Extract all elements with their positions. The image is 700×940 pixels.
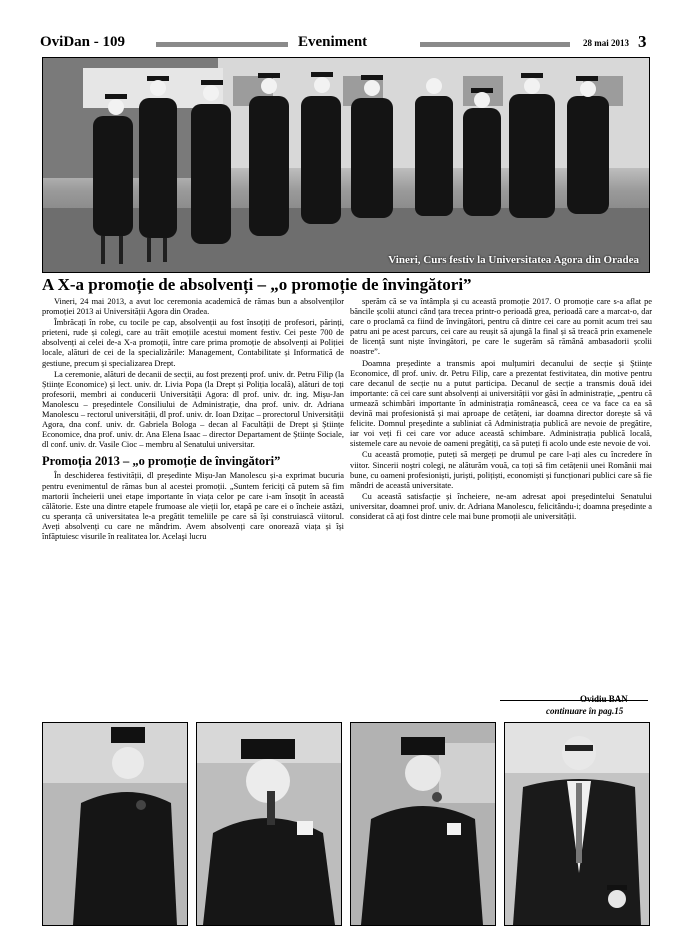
main-photo <box>42 57 650 273</box>
paragraph: Cu această satisfacție și încheiere, ne-am adresat apoi președintelui Senatului universitar, doamnei prof. univ. dr. Adriana Manolescu, felicitându-i; doamna președinte a considerat că ați fost dintre cele mai bune promoții ale universității. <box>350 491 652 521</box>
header-bar-right <box>420 42 570 47</box>
photo-caption: Vineri, Curs festiv la Universitatea Agora din Oradea <box>388 254 639 266</box>
author-name: Ovidiu BAN <box>580 694 628 704</box>
speaker-photo-1 <box>42 722 188 926</box>
continued-note: continuare în pag.15 <box>546 706 624 716</box>
issue-date: 28 mai 2013 <box>583 38 629 48</box>
paragraph: Doamna președinte a transmis apoi mulțumiri decanului de secție și Științe Economice, dl prof. univ. dr. Petru Filip, care a prezentat festivitatea, din motive pentru care decanul de secție nu a putut participa. Decanul de secție a transmis două idei importante: că cei care sunt absolvenți ai universității vor găsi în administrație, „pentru că urmează schimbări importante în administrația românească, ceea ce va face ca ea să devină mai profesionistă și mai aproape de cetățeni, iar doamna director dorește să vă felicite. Domnul președinte a subliniat că Administrația publică are nevoie de pregătire, iar voi veți fi cei care vor aduce această schimbare. Administrația publică locală, sistemele care au nevoie de oameni pregătiți, ca să puteți fi acolo unde este nevoie de voi. <box>350 358 652 449</box>
speaker-photo-4 <box>504 722 650 926</box>
article-headline: A X-a promoție de absolvenți – „o promoție de învingători” <box>42 275 472 294</box>
paragraph: sperăm că se va întâmpla și cu această promoție 2017. O promoție care s-a aflat pe băncile școlii atunci când țara trecea printr-o perioadă grea, perioadă care a marcat-o, dar care o proclamă ca fiind de învingători, pentru că dintre cei care au pornit acum trei sau patru ani pe acest parcurs, cei care au reușit să ajungă la final și să treacă prin examenele de licență sunt niște învingători, pe care le sugerăm să rămână ambasadorii școlii noastre”. <box>350 297 652 357</box>
paragraph: În deschiderea festivității, dl președinte Mișu-Jan Manolescu și-a exprimat bucuria pentru evenimentul de rămas bun al acestei promoții. „Suntem fericiți că putem să fim martorii încheierii unei etape importante în viața celor pe care i-am însoțit în această călătorie. Este una dintre etapele frumoase ale vieții lor, etapă pe care ei o încheie astăzi, cu speranța că universitatea le-a pregătit temeliile pe care să își construiască viitorul. Aveți absolvenți cu care ne mândrim. Avem absolvenți care onorează viața și își înfăptuiesc visurile în realitatea lor. Acelaşi lucru <box>42 471 344 541</box>
publication-name: OviDan - 109 <box>40 34 126 50</box>
paragraph: La ceremonie, alături de decanii de secții, au fost prezenți prof. univ. dr. Petru Filip (la Științe Economice) și lect. univ. dr. Livia Popa (la Drept și Poliția locală), alături de toți profesorii, membri ai conducerii Universității Agora: dl prof. univ. dr. ing. Mișu-Jan Manolescu – președintele Consiliului de Administrație, dna prof. univ. dr. Adriana Manolescu – rectorul universității, dl prof. univ. dr. Ioan Dzițac – prorectorul Universității Agora, dna conf. univ. dr. Gabriela Bologa – decan al Facultății de Drept și Științe Economice, dna prof. univ. dr. Ana Elena Isaac – director Departament de Științe Sociale, dl conf. univ. dr. Vasile Cioc – membru al Senatului universitar. <box>42 369 344 450</box>
paragraph: Cu această promoție, puteți să mergeți pe drumul pe care l-ați ales cu încredere în viitor. Sincerii noștri colegi, ne alăturăm vouă, ca toți să fim cetățenii unei Românii mai bune, cu oameni profesioniști, juriști, polițiști, economiști și funcționari publici care să fie mândri de această universitate. <box>350 450 652 490</box>
page-number: 3 <box>638 32 647 51</box>
article-column-left <box>42 297 344 543</box>
byline-rule <box>500 700 648 701</box>
speaker-photo-2 <box>196 722 342 926</box>
paragraph: Îmbrăcați în robe, cu tocile pe cap, absolvenții au fost însoțiți de profesori, părinți, prieteni, rude și colegi, care au trăit emoțiile acestui moment festiv. Cei peste 700 de absolvenți ai celei de-a X-a promoții, între care prima promoție de absolvenți ai Poliției locale, alături de cei de la specializările: Management, Contabilitate și Informatică de gestiune, precum și specializarea Drept. <box>42 318 344 368</box>
article-column-right <box>350 297 652 523</box>
graduates-photo-illustration <box>43 58 649 272</box>
page-header <box>40 34 660 52</box>
header-bar-left <box>156 42 288 47</box>
article-subheading: Promoția 2013 – „o promoție de învingători” <box>42 454 281 469</box>
section-title: Eveniment <box>298 34 368 50</box>
paragraph: Vineri, 24 mai 2013, a avut loc ceremonia academică de rămas bun a absolvenților promoției 2013 ai Universității Agora din Oradea. <box>42 297 344 317</box>
speaker-photo-3 <box>350 722 496 926</box>
